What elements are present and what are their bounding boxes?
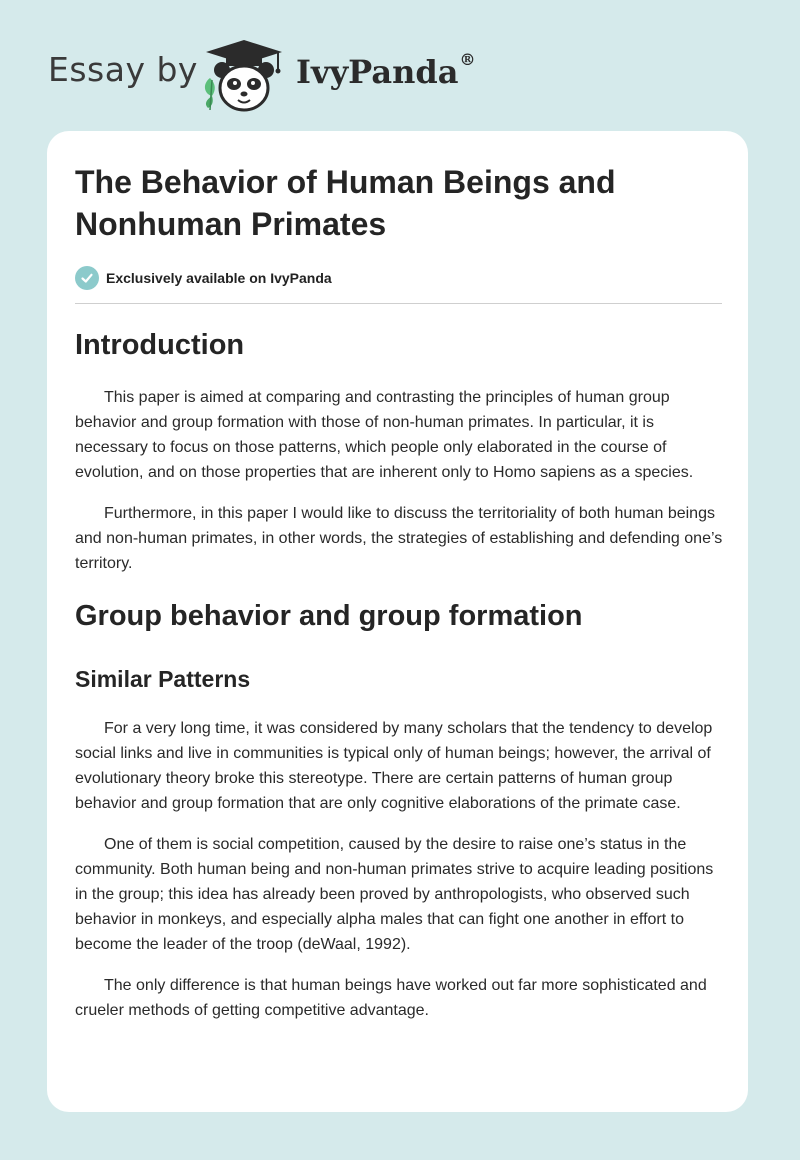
essay-title: The Behavior of Human Beings and Nonhuman Primates	[75, 164, 616, 242]
site-header	[0, 0, 800, 120]
body-paragraph: One of them is social competition, caused by the desire to raise one’s status in the community. Both human being and non-human primates strive to acquire leading positions in the group; this idea has already been proved by anthropologists, who observed such behavior in monkeys, and especially alpha males that can fight one another in effort to become the leader of the troop (deWaal, 1992).	[75, 836, 714, 953]
essay-body	[75, 321, 725, 1023]
check-icon	[75, 266, 99, 290]
intro-paragraph: Furthermore, in this paper I would like to discuss the territoriality of both human beings and non-human primates, in other words, the strategies of establishing and defending one’s territory.	[75, 505, 723, 572]
similar-patterns-subheading: Similar Patterns	[75, 666, 251, 692]
group-behavior-heading: Group behavior and group formation	[75, 600, 583, 632]
intro-paragraph: This paper is aimed at comparing and contrasting the principles of human group behavior and group formation with those of non-human primates. In particular, it is necessary to focus on those patterns, which people only elaborated in the course of evolution, and on those properties that are inherent only to Homo sapiens as a species.	[75, 389, 694, 481]
brand-name[interactable]: IvyPanda®	[296, 50, 476, 91]
essay-card	[47, 131, 748, 1112]
essay-by-label: Essay by	[48, 50, 198, 89]
title-divider	[75, 303, 722, 304]
exclusive-badge	[75, 265, 332, 291]
registered-mark: ®	[459, 50, 476, 70]
body-paragraph: For a very long time, it was considered by many scholars that the tendency to develop social links and live in communities is typical only of human beings; however, the arrival of evolutionary theory broke this stereotype. There are certain patterns of human group behavior and group formation that are only cognitive elaborations of the primate case.	[75, 720, 713, 812]
introduction-heading: Introduction	[75, 329, 245, 361]
panda-logo-icon[interactable]	[196, 34, 292, 114]
body-paragraph: The only difference is that human beings have worked out far more sophisticated and crueler methods of getting competitive advantage.	[75, 977, 707, 1019]
exclusive-badge-label: Exclusively available on IvyPanda	[106, 270, 332, 286]
